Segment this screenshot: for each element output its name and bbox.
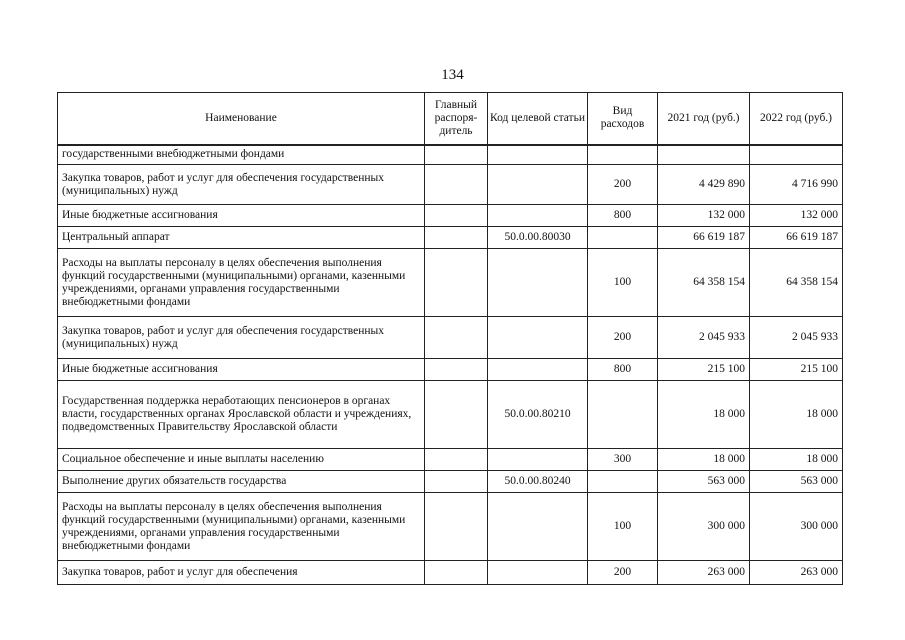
cell-name: Иные бюджетные ассигнования — [58, 205, 425, 227]
table-row — [58, 227, 843, 249]
cell-expense-type — [588, 471, 658, 493]
cell-target-code — [488, 561, 588, 585]
cell-target-code — [488, 145, 588, 165]
cell-target-code — [488, 205, 588, 227]
cell-expense-type: 100 — [588, 249, 658, 317]
cell-department — [425, 359, 488, 381]
cell-amount-2021: 4 429 890 — [658, 165, 750, 205]
table-row — [58, 449, 843, 471]
cell-amount-2022: 4 716 990 — [750, 165, 843, 205]
header-department: Главный распоря-дитель — [425, 93, 488, 145]
cell-amount-2022: 563 000 — [750, 471, 843, 493]
cell-target-code — [488, 317, 588, 359]
cell-amount-2021: 18 000 — [658, 381, 750, 449]
table-row — [58, 145, 843, 165]
cell-name: Закупка товаров, работ и услуг для обеспечения — [58, 561, 425, 585]
cell-name: государственными внебюджетными фондами — [58, 145, 425, 165]
cell-amount-2021: 64 358 154 — [658, 249, 750, 317]
cell-department — [425, 145, 488, 165]
cell-amount-2022: 263 000 — [750, 561, 843, 585]
cell-expense-type: 100 — [588, 493, 658, 561]
cell-target-code — [488, 493, 588, 561]
table-body — [58, 145, 843, 585]
cell-department — [425, 249, 488, 317]
table-header — [58, 93, 843, 145]
cell-expense-type — [588, 145, 658, 165]
cell-amount-2022: 132 000 — [750, 205, 843, 227]
cell-department — [425, 227, 488, 249]
cell-amount-2022: 18 000 — [750, 449, 843, 471]
cell-expense-type: 800 — [588, 205, 658, 227]
budget-table — [57, 92, 843, 585]
cell-expense-type: 200 — [588, 317, 658, 359]
cell-amount-2021: 2 045 933 — [658, 317, 750, 359]
cell-name: Государственная поддержка неработающих пенсионеров в органах власти, государственных органах Ярославской области и учреждениях, подведомственных Правительству Ярославской области — [58, 381, 425, 449]
cell-target-code: 50.0.00.80030 — [488, 227, 588, 249]
cell-department — [425, 471, 488, 493]
header-expense-type: Вид расходов — [588, 93, 658, 145]
cell-name: Центральный аппарат — [58, 227, 425, 249]
table-row — [58, 205, 843, 227]
cell-name: Закупка товаров, работ и услуг для обеспечения государственных (муниципальных) нужд — [58, 317, 425, 359]
cell-amount-2022: 64 358 154 — [750, 249, 843, 317]
cell-name: Социальное обеспечение и иные выплаты населению — [58, 449, 425, 471]
cell-department — [425, 561, 488, 585]
cell-expense-type: 300 — [588, 449, 658, 471]
cell-amount-2022: 2 045 933 — [750, 317, 843, 359]
cell-expense-type: 200 — [588, 561, 658, 585]
header-name: Наименование — [58, 93, 425, 145]
cell-amount-2021: 132 000 — [658, 205, 750, 227]
cell-department — [425, 449, 488, 471]
table-row — [58, 317, 843, 359]
table-row — [58, 249, 843, 317]
cell-department — [425, 165, 488, 205]
cell-target-code: 50.0.00.80210 — [488, 381, 588, 449]
cell-department — [425, 493, 488, 561]
cell-amount-2021: 563 000 — [658, 471, 750, 493]
header-2021: 2021 год (руб.) — [658, 93, 750, 145]
cell-amount-2021: 300 000 — [658, 493, 750, 561]
cell-amount-2022 — [750, 145, 843, 165]
cell-amount-2022: 300 000 — [750, 493, 843, 561]
cell-name: Расходы на выплаты персоналу в целях обеспечения выполнения функций государственными (муниципальными) органами, казенными учреждениями, органами управления государственными внебюджетными фондами — [58, 249, 425, 317]
cell-amount-2021 — [658, 145, 750, 165]
cell-expense-type: 800 — [588, 359, 658, 381]
table-row — [58, 381, 843, 449]
cell-amount-2021: 18 000 — [658, 449, 750, 471]
cell-name: Расходы на выплаты персоналу в целях обеспечения выполнения функций государственными (муниципальными) органами, казенными учреждениями, органами управления государственными внебюджетными фондами — [58, 493, 425, 561]
cell-target-code — [488, 165, 588, 205]
table-row — [58, 561, 843, 585]
cell-amount-2021: 215 100 — [658, 359, 750, 381]
cell-department — [425, 205, 488, 227]
cell-name: Выполнение других обязательств государства — [58, 471, 425, 493]
cell-amount-2021: 66 619 187 — [658, 227, 750, 249]
cell-amount-2022: 18 000 — [750, 381, 843, 449]
cell-amount-2022: 66 619 187 — [750, 227, 843, 249]
header-row — [58, 93, 843, 145]
header-target-code: Код целевой статьи — [488, 93, 588, 145]
cell-target-code — [488, 449, 588, 471]
table-row — [58, 359, 843, 381]
table-row — [58, 471, 843, 493]
cell-amount-2022: 215 100 — [750, 359, 843, 381]
cell-expense-type — [588, 381, 658, 449]
cell-department — [425, 381, 488, 449]
cell-name: Закупка товаров, работ и услуг для обеспечения государственных (муниципальных) нужд — [58, 165, 425, 205]
cell-target-code — [488, 359, 588, 381]
page-number: 134 — [441, 67, 464, 83]
header-2022: 2022 год (руб.) — [750, 93, 843, 145]
cell-expense-type: 200 — [588, 165, 658, 205]
table-row — [58, 165, 843, 205]
cell-target-code: 50.0.00.80240 — [488, 471, 588, 493]
cell-amount-2021: 263 000 — [658, 561, 750, 585]
cell-target-code — [488, 249, 588, 317]
table-row — [58, 493, 843, 561]
cell-expense-type — [588, 227, 658, 249]
cell-name: Иные бюджетные ассигнования — [58, 359, 425, 381]
cell-department — [425, 317, 488, 359]
